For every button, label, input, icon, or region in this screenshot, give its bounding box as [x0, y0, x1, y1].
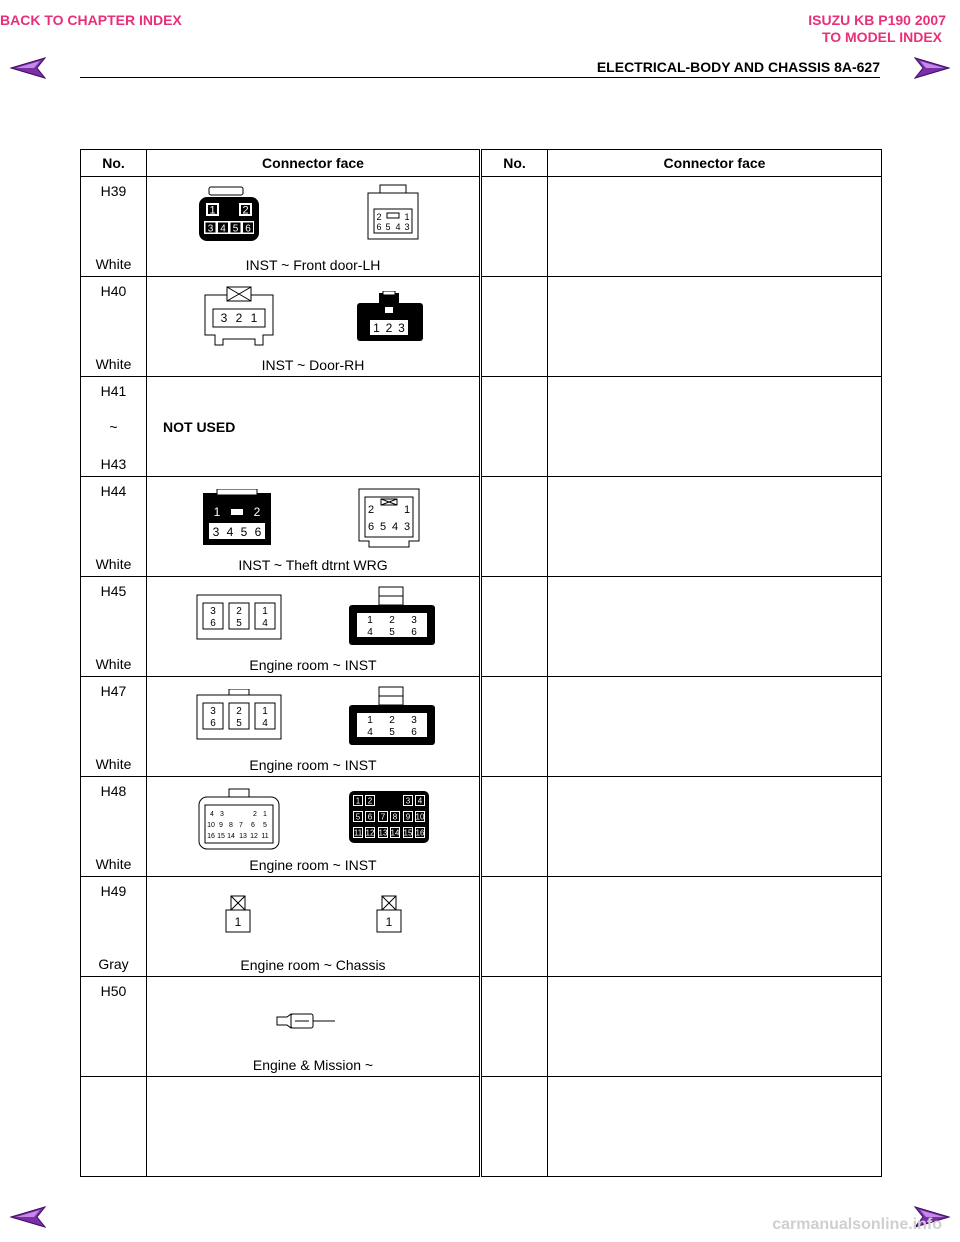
- svg-text:4: 4: [367, 627, 373, 638]
- svg-text:5: 5: [379, 521, 387, 533]
- svg-text:11: 11: [261, 833, 269, 840]
- svg-text:8: 8: [229, 822, 233, 829]
- svg-text:1: 1: [385, 915, 393, 929]
- connector-number: H48: [100, 783, 127, 799]
- svg-text:6: 6: [251, 822, 255, 829]
- svg-text:4: 4: [391, 521, 399, 533]
- svg-text:4: 4: [262, 718, 268, 729]
- svg-text:6: 6: [411, 727, 417, 738]
- connector-face-female-6pin-icon: [195, 591, 283, 645]
- svg-text:5: 5: [263, 822, 267, 829]
- svg-text:1: 1: [403, 504, 411, 516]
- svg-text:5: 5: [232, 223, 239, 235]
- svg-text:2: 2: [367, 796, 373, 806]
- svg-text:1: 1: [367, 615, 373, 626]
- svg-text:6: 6: [254, 525, 262, 539]
- connector-caption: Engine room ~ INST: [249, 857, 377, 873]
- svg-text:4: 4: [395, 222, 401, 232]
- svg-text:4: 4: [210, 811, 214, 818]
- connector-color: White: [95, 756, 132, 772]
- to-model-index-link[interactable]: TO MODEL INDEX: [821, 29, 942, 45]
- svg-text:3: 3: [210, 606, 216, 617]
- svg-text:14: 14: [227, 833, 235, 840]
- back-to-chapter-index-link[interactable]: BACK TO CHAPTER INDEX: [0, 12, 182, 28]
- svg-text:5: 5: [355, 812, 361, 822]
- svg-text:1: 1: [404, 212, 410, 222]
- table-row: [81, 477, 882, 577]
- svg-text:2: 2: [236, 706, 242, 717]
- connector-face-male-6pin-icon: [195, 185, 263, 247]
- svg-text:2: 2: [253, 505, 261, 519]
- svg-text:3: 3: [210, 706, 216, 717]
- table-row: [81, 777, 882, 877]
- svg-text:5: 5: [236, 618, 242, 629]
- svg-text:16: 16: [415, 828, 425, 838]
- svg-text:5: 5: [389, 727, 395, 738]
- svg-text:1: 1: [209, 204, 216, 217]
- table-row: [81, 677, 882, 777]
- svg-text:4: 4: [226, 525, 234, 539]
- svg-text:2: 2: [376, 212, 382, 222]
- svg-text:2: 2: [367, 504, 375, 516]
- connector-color: Gray: [98, 956, 129, 972]
- table-row: [81, 177, 882, 277]
- svg-text:1: 1: [263, 811, 267, 818]
- svg-text:1: 1: [250, 311, 258, 325]
- svg-text:6: 6: [210, 718, 216, 729]
- svg-text:9: 9: [219, 822, 223, 829]
- svg-text:6: 6: [367, 812, 373, 822]
- col-header-no: No.: [81, 150, 147, 177]
- connector-color: White: [95, 656, 132, 672]
- svg-text:3: 3: [212, 525, 220, 539]
- svg-text:3: 3: [220, 311, 228, 325]
- svg-text:16: 16: [207, 833, 215, 840]
- table-row: [81, 377, 882, 477]
- connector-color: White: [95, 256, 132, 272]
- connector-number: H40: [100, 283, 127, 299]
- connector-face-female-1pin-icon: [224, 895, 252, 935]
- connector-face-female-6pin-icon: [360, 183, 426, 247]
- connector-face-male-6pin-icon: [201, 489, 273, 549]
- connector-caption: INST ~ Front door-LH: [245, 257, 381, 273]
- table-row: [81, 577, 882, 677]
- svg-text:6: 6: [411, 627, 417, 638]
- col-header-no-2: No.: [481, 150, 548, 177]
- svg-text:3: 3: [403, 521, 411, 533]
- connector-number: H50: [100, 983, 127, 999]
- svg-text:2: 2: [389, 715, 395, 726]
- svg-text:1: 1: [373, 321, 380, 335]
- svg-text:15: 15: [403, 828, 413, 838]
- svg-text:3: 3: [220, 811, 224, 818]
- watermark-text: carmanualsonline.info: [772, 1216, 942, 1233]
- connector-caption: Engine & Mission ~: [252, 1057, 374, 1073]
- table-header-row: [81, 150, 882, 177]
- svg-text:9: 9: [405, 812, 411, 822]
- svg-text:2: 2: [389, 615, 395, 626]
- previous-page-arrow-bottom-icon[interactable]: [10, 1206, 46, 1228]
- svg-text:3: 3: [411, 715, 417, 726]
- svg-text:6: 6: [210, 618, 216, 629]
- connector-number: H47: [100, 683, 127, 699]
- connector-face-female-6pin-icon: [195, 689, 283, 745]
- model-title-link[interactable]: ISUZU KB P190 2007: [808, 12, 946, 28]
- connector-caption: Engine room ~ INST: [249, 757, 377, 773]
- connector-face-male-1pin-icon: [375, 895, 403, 935]
- not-used-label: NOT USED: [163, 419, 236, 435]
- svg-text:15: 15: [217, 833, 225, 840]
- svg-text:14: 14: [390, 828, 400, 838]
- svg-text:1: 1: [262, 706, 268, 717]
- connector-caption: INST ~ Theft dtrnt WRG: [238, 557, 388, 573]
- svg-text:7: 7: [380, 812, 386, 822]
- svg-text:2: 2: [235, 311, 243, 325]
- connector-number: H49: [100, 883, 127, 899]
- connector-face-male-6pin-icon: [347, 585, 437, 649]
- svg-text:8: 8: [392, 812, 398, 822]
- table-row: [81, 1077, 882, 1177]
- table-row: [81, 977, 882, 1077]
- svg-text:5: 5: [389, 627, 395, 638]
- connector-number: H41: [100, 383, 127, 399]
- range-tilde: ~: [109, 419, 118, 435]
- svg-text:3: 3: [398, 321, 405, 335]
- connector-color: White: [95, 556, 132, 572]
- svg-text:4: 4: [220, 223, 226, 235]
- connector-face-female-16pin-icon: [197, 787, 281, 851]
- connector-caption: Engine room ~ INST: [249, 657, 377, 673]
- svg-text:5: 5: [385, 222, 391, 232]
- connector-caption: INST ~ Door-RH: [261, 357, 365, 373]
- terminal-pin-icon: [275, 1011, 337, 1031]
- connector-number: H45: [100, 583, 127, 599]
- svg-text:2: 2: [242, 204, 249, 217]
- table-row: [81, 877, 882, 977]
- svg-text:4: 4: [367, 727, 373, 738]
- connector-table: [80, 149, 882, 1177]
- connector-face-male-6pin-icon: [347, 685, 437, 749]
- svg-text:10: 10: [415, 812, 425, 822]
- svg-text:1: 1: [367, 715, 373, 726]
- svg-text:6: 6: [367, 521, 375, 533]
- svg-text:4: 4: [262, 618, 268, 629]
- connector-color: White: [95, 856, 132, 872]
- svg-text:4: 4: [417, 796, 423, 806]
- svg-text:1: 1: [262, 606, 268, 617]
- svg-text:12: 12: [250, 833, 258, 840]
- svg-text:2: 2: [236, 606, 242, 617]
- svg-text:10: 10: [207, 822, 215, 829]
- connector-face-male-16pin-icon: [347, 789, 431, 845]
- connector-face-male-3pin-icon: [355, 291, 425, 345]
- svg-text:3: 3: [411, 615, 417, 626]
- connector-number: H39: [100, 183, 127, 199]
- connector-number-end: H43: [100, 456, 127, 472]
- svg-text:3: 3: [207, 223, 214, 235]
- svg-text:1: 1: [355, 796, 361, 806]
- svg-text:2: 2: [385, 321, 393, 335]
- svg-text:3: 3: [404, 222, 410, 232]
- svg-text:6: 6: [245, 223, 251, 235]
- svg-text:1: 1: [213, 505, 221, 519]
- connector-face-female-6pin-icon: [357, 483, 421, 549]
- next-page-arrow-icon[interactable]: [914, 57, 950, 79]
- svg-text:11: 11: [353, 828, 363, 838]
- connector-number: H44: [100, 483, 127, 499]
- svg-text:2: 2: [253, 811, 257, 818]
- svg-text:7: 7: [239, 822, 243, 829]
- svg-text:1: 1: [234, 915, 242, 929]
- svg-text:13: 13: [378, 828, 388, 838]
- col-header-connector-face: Connector face: [147, 150, 481, 177]
- previous-page-arrow-icon[interactable]: [10, 57, 46, 79]
- table-row: [81, 277, 882, 377]
- connector-color: White: [95, 356, 132, 372]
- svg-text:12: 12: [365, 828, 375, 838]
- svg-text:3: 3: [405, 796, 411, 806]
- connector-caption: Engine room ~ Chassis: [240, 957, 386, 973]
- header-rule: [80, 77, 880, 78]
- page-header-title: ELECTRICAL-BODY AND CHASSIS 8A-627: [596, 59, 880, 75]
- svg-text:5: 5: [240, 525, 248, 539]
- svg-text:5: 5: [236, 718, 242, 729]
- col-header-connector-face-2: Connector face: [548, 150, 882, 177]
- svg-text:13: 13: [239, 833, 247, 840]
- svg-text:6: 6: [376, 222, 382, 232]
- connector-face-female-3pin-icon: [203, 285, 275, 351]
